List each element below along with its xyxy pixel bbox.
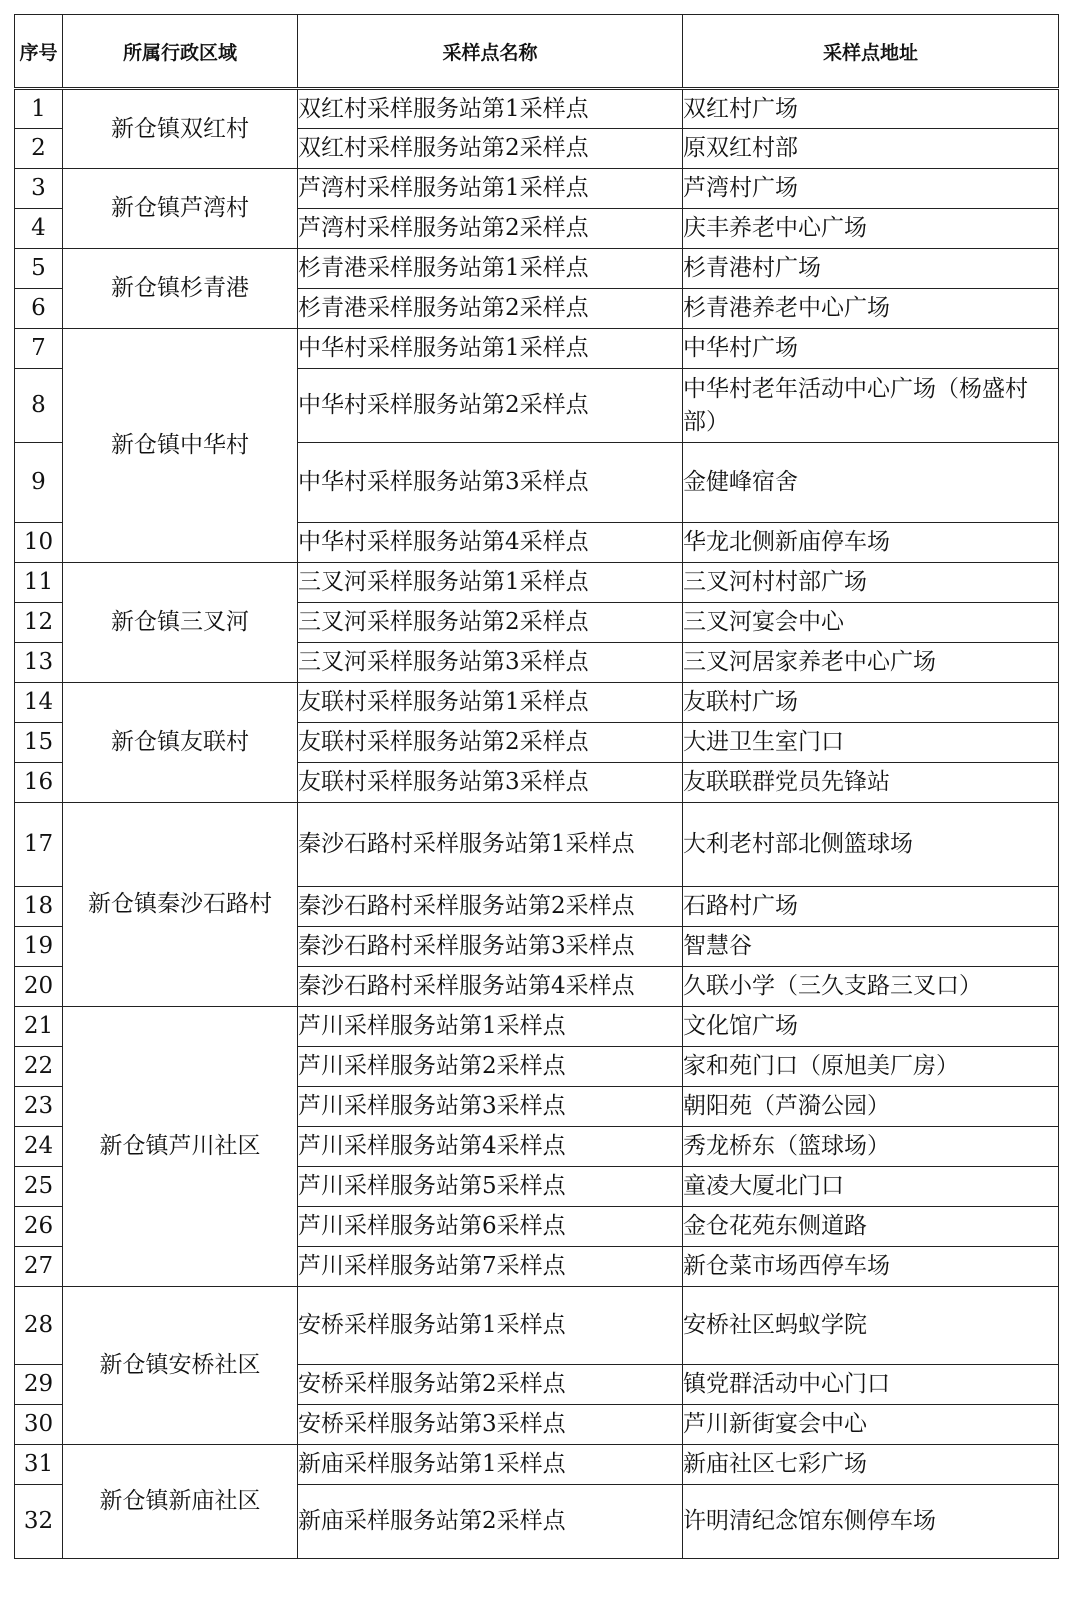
sampling-point-address: 智慧谷 [683,927,1059,967]
row-number: 1 [15,89,63,129]
sampling-point-address: 大进卫生室门口 [683,723,1059,763]
row-number: 24 [15,1127,63,1167]
row-number: 2 [15,129,63,169]
sampling-point-address: 朝阳苑（芦漪公园） [683,1087,1059,1127]
sampling-point-address: 中华村广场 [683,329,1059,369]
row-number: 17 [15,803,63,887]
region-cell: 新仓镇芦湾村 [63,169,298,249]
sampling-point-name: 友联村采样服务站第2采样点 [298,723,683,763]
sampling-points-table [14,14,1059,1559]
region-cell: 新仓镇新庙社区 [63,1445,298,1559]
sampling-point-name: 秦沙石路村采样服务站第3采样点 [298,927,683,967]
sampling-point-name: 芦川采样服务站第4采样点 [298,1127,683,1167]
sampling-point-address: 三叉河居家养老中心广场 [683,643,1059,683]
region-cell: 新仓镇中华村 [63,329,298,563]
row-number: 9 [15,443,63,523]
sampling-point-address: 秀龙桥东（篮球场） [683,1127,1059,1167]
sampling-point-address: 三叉河宴会中心 [683,603,1059,643]
sampling-point-name: 新庙采样服务站第1采样点 [298,1445,683,1485]
sampling-point-address: 庆丰养老中心广场 [683,209,1059,249]
sampling-point-address: 久联小学（三久支路三叉口） [683,967,1059,1007]
sampling-point-name: 杉青港采样服务站第2采样点 [298,289,683,329]
table-row [15,683,1059,723]
row-number: 4 [15,209,63,249]
table-body [15,89,1059,1559]
sampling-point-name: 三叉河采样服务站第3采样点 [298,643,683,683]
table-row [15,1007,1059,1047]
sampling-point-address: 童凌大厦北门口 [683,1167,1059,1207]
sampling-point-name: 秦沙石路村采样服务站第4采样点 [298,967,683,1007]
sampling-point-address: 石路村广场 [683,887,1059,927]
row-number: 8 [15,369,63,443]
row-number: 21 [15,1007,63,1047]
table-row [15,89,1059,129]
row-number: 6 [15,289,63,329]
sampling-point-address: 金仓花苑东侧道路 [683,1207,1059,1247]
sampling-point-address: 三叉河村村部广场 [683,563,1059,603]
sampling-point-name: 芦川采样服务站第5采样点 [298,1167,683,1207]
header-no: 序号 [15,15,63,89]
sampling-point-address: 杉青港养老中心广场 [683,289,1059,329]
sampling-point-address: 金健峰宿舍 [683,443,1059,523]
row-number: 22 [15,1047,63,1087]
sampling-point-address: 文化馆广场 [683,1007,1059,1047]
table-header-row [15,15,1059,89]
region-cell: 新仓镇友联村 [63,683,298,803]
sampling-point-address: 杉青港村广场 [683,249,1059,289]
sampling-point-address: 华龙北侧新庙停车场 [683,523,1059,563]
sampling-point-name: 安桥采样服务站第3采样点 [298,1405,683,1445]
header-region: 所属行政区域 [63,15,298,89]
sampling-point-name: 芦川采样服务站第7采样点 [298,1247,683,1287]
header-address: 采样点地址 [683,15,1059,89]
region-cell: 新仓镇秦沙石路村 [63,803,298,1007]
sampling-point-name: 中华村采样服务站第4采样点 [298,523,683,563]
sampling-point-name: 双红村采样服务站第1采样点 [298,89,683,129]
sampling-point-address: 芦川新街宴会中心 [683,1405,1059,1445]
sampling-point-name: 安桥采样服务站第1采样点 [298,1287,683,1365]
sampling-point-name: 芦湾村采样服务站第1采样点 [298,169,683,209]
row-number: 19 [15,927,63,967]
row-number: 30 [15,1405,63,1445]
row-number: 5 [15,249,63,289]
row-number: 31 [15,1445,63,1485]
row-number: 20 [15,967,63,1007]
sampling-point-name: 秦沙石路村采样服务站第1采样点 [298,803,683,887]
sampling-point-address: 镇党群活动中心门口 [683,1365,1059,1405]
row-number: 27 [15,1247,63,1287]
sampling-point-name: 芦川采样服务站第2采样点 [298,1047,683,1087]
row-number: 15 [15,723,63,763]
sampling-point-name: 芦湾村采样服务站第2采样点 [298,209,683,249]
sampling-point-name: 中华村采样服务站第3采样点 [298,443,683,523]
table-row [15,803,1059,887]
table-row [15,249,1059,289]
sampling-point-name: 秦沙石路村采样服务站第2采样点 [298,887,683,927]
sampling-point-name: 三叉河采样服务站第1采样点 [298,563,683,603]
row-number: 26 [15,1207,63,1247]
sampling-point-name: 友联村采样服务站第1采样点 [298,683,683,723]
table-row [15,563,1059,603]
sampling-point-address: 安桥社区蚂蚁学院 [683,1287,1059,1365]
sampling-point-name: 芦川采样服务站第1采样点 [298,1007,683,1047]
sampling-point-address: 家和苑门口（原旭美厂房） [683,1047,1059,1087]
row-number: 12 [15,603,63,643]
sampling-point-name: 芦川采样服务站第3采样点 [298,1087,683,1127]
sampling-point-address: 友联联群党员先锋站 [683,763,1059,803]
region-cell: 新仓镇安桥社区 [63,1287,298,1445]
table-row [15,329,1059,369]
sampling-point-address: 新仓菜市场西停车场 [683,1247,1059,1287]
sampling-point-name: 双红村采样服务站第2采样点 [298,129,683,169]
sampling-point-address: 原双红村部 [683,129,1059,169]
sampling-point-name: 芦川采样服务站第6采样点 [298,1207,683,1247]
row-number: 23 [15,1087,63,1127]
row-number: 3 [15,169,63,209]
row-number: 14 [15,683,63,723]
row-number: 28 [15,1287,63,1365]
sampling-point-name: 友联村采样服务站第3采样点 [298,763,683,803]
region-cell: 新仓镇三叉河 [63,563,298,683]
row-number: 7 [15,329,63,369]
sampling-point-address: 许明清纪念馆东侧停车场 [683,1485,1059,1559]
row-number: 32 [15,1485,63,1559]
sampling-point-address: 芦湾村广场 [683,169,1059,209]
row-number: 10 [15,523,63,563]
sampling-point-name: 三叉河采样服务站第2采样点 [298,603,683,643]
region-cell: 新仓镇芦川社区 [63,1007,298,1287]
row-number: 13 [15,643,63,683]
row-number: 25 [15,1167,63,1207]
sampling-point-address: 中华村老年活动中心广场（杨盛村部） [683,369,1059,443]
sampling-point-name: 中华村采样服务站第2采样点 [298,369,683,443]
sampling-point-name: 新庙采样服务站第2采样点 [298,1485,683,1559]
row-number: 16 [15,763,63,803]
table-row [15,1287,1059,1365]
sampling-point-address: 新庙社区七彩广场 [683,1445,1059,1485]
sampling-point-address: 大利老村部北侧篮球场 [683,803,1059,887]
header-name: 采样点名称 [298,15,683,89]
sampling-point-name: 杉青港采样服务站第1采样点 [298,249,683,289]
sampling-point-name: 安桥采样服务站第2采样点 [298,1365,683,1405]
table-row [15,169,1059,209]
row-number: 29 [15,1365,63,1405]
sampling-point-name: 中华村采样服务站第1采样点 [298,329,683,369]
region-cell: 新仓镇杉青港 [63,249,298,329]
row-number: 11 [15,563,63,603]
region-cell: 新仓镇双红村 [63,89,298,169]
sampling-point-address: 友联村广场 [683,683,1059,723]
table-row [15,1445,1059,1485]
row-number: 18 [15,887,63,927]
sampling-point-address: 双红村广场 [683,89,1059,129]
